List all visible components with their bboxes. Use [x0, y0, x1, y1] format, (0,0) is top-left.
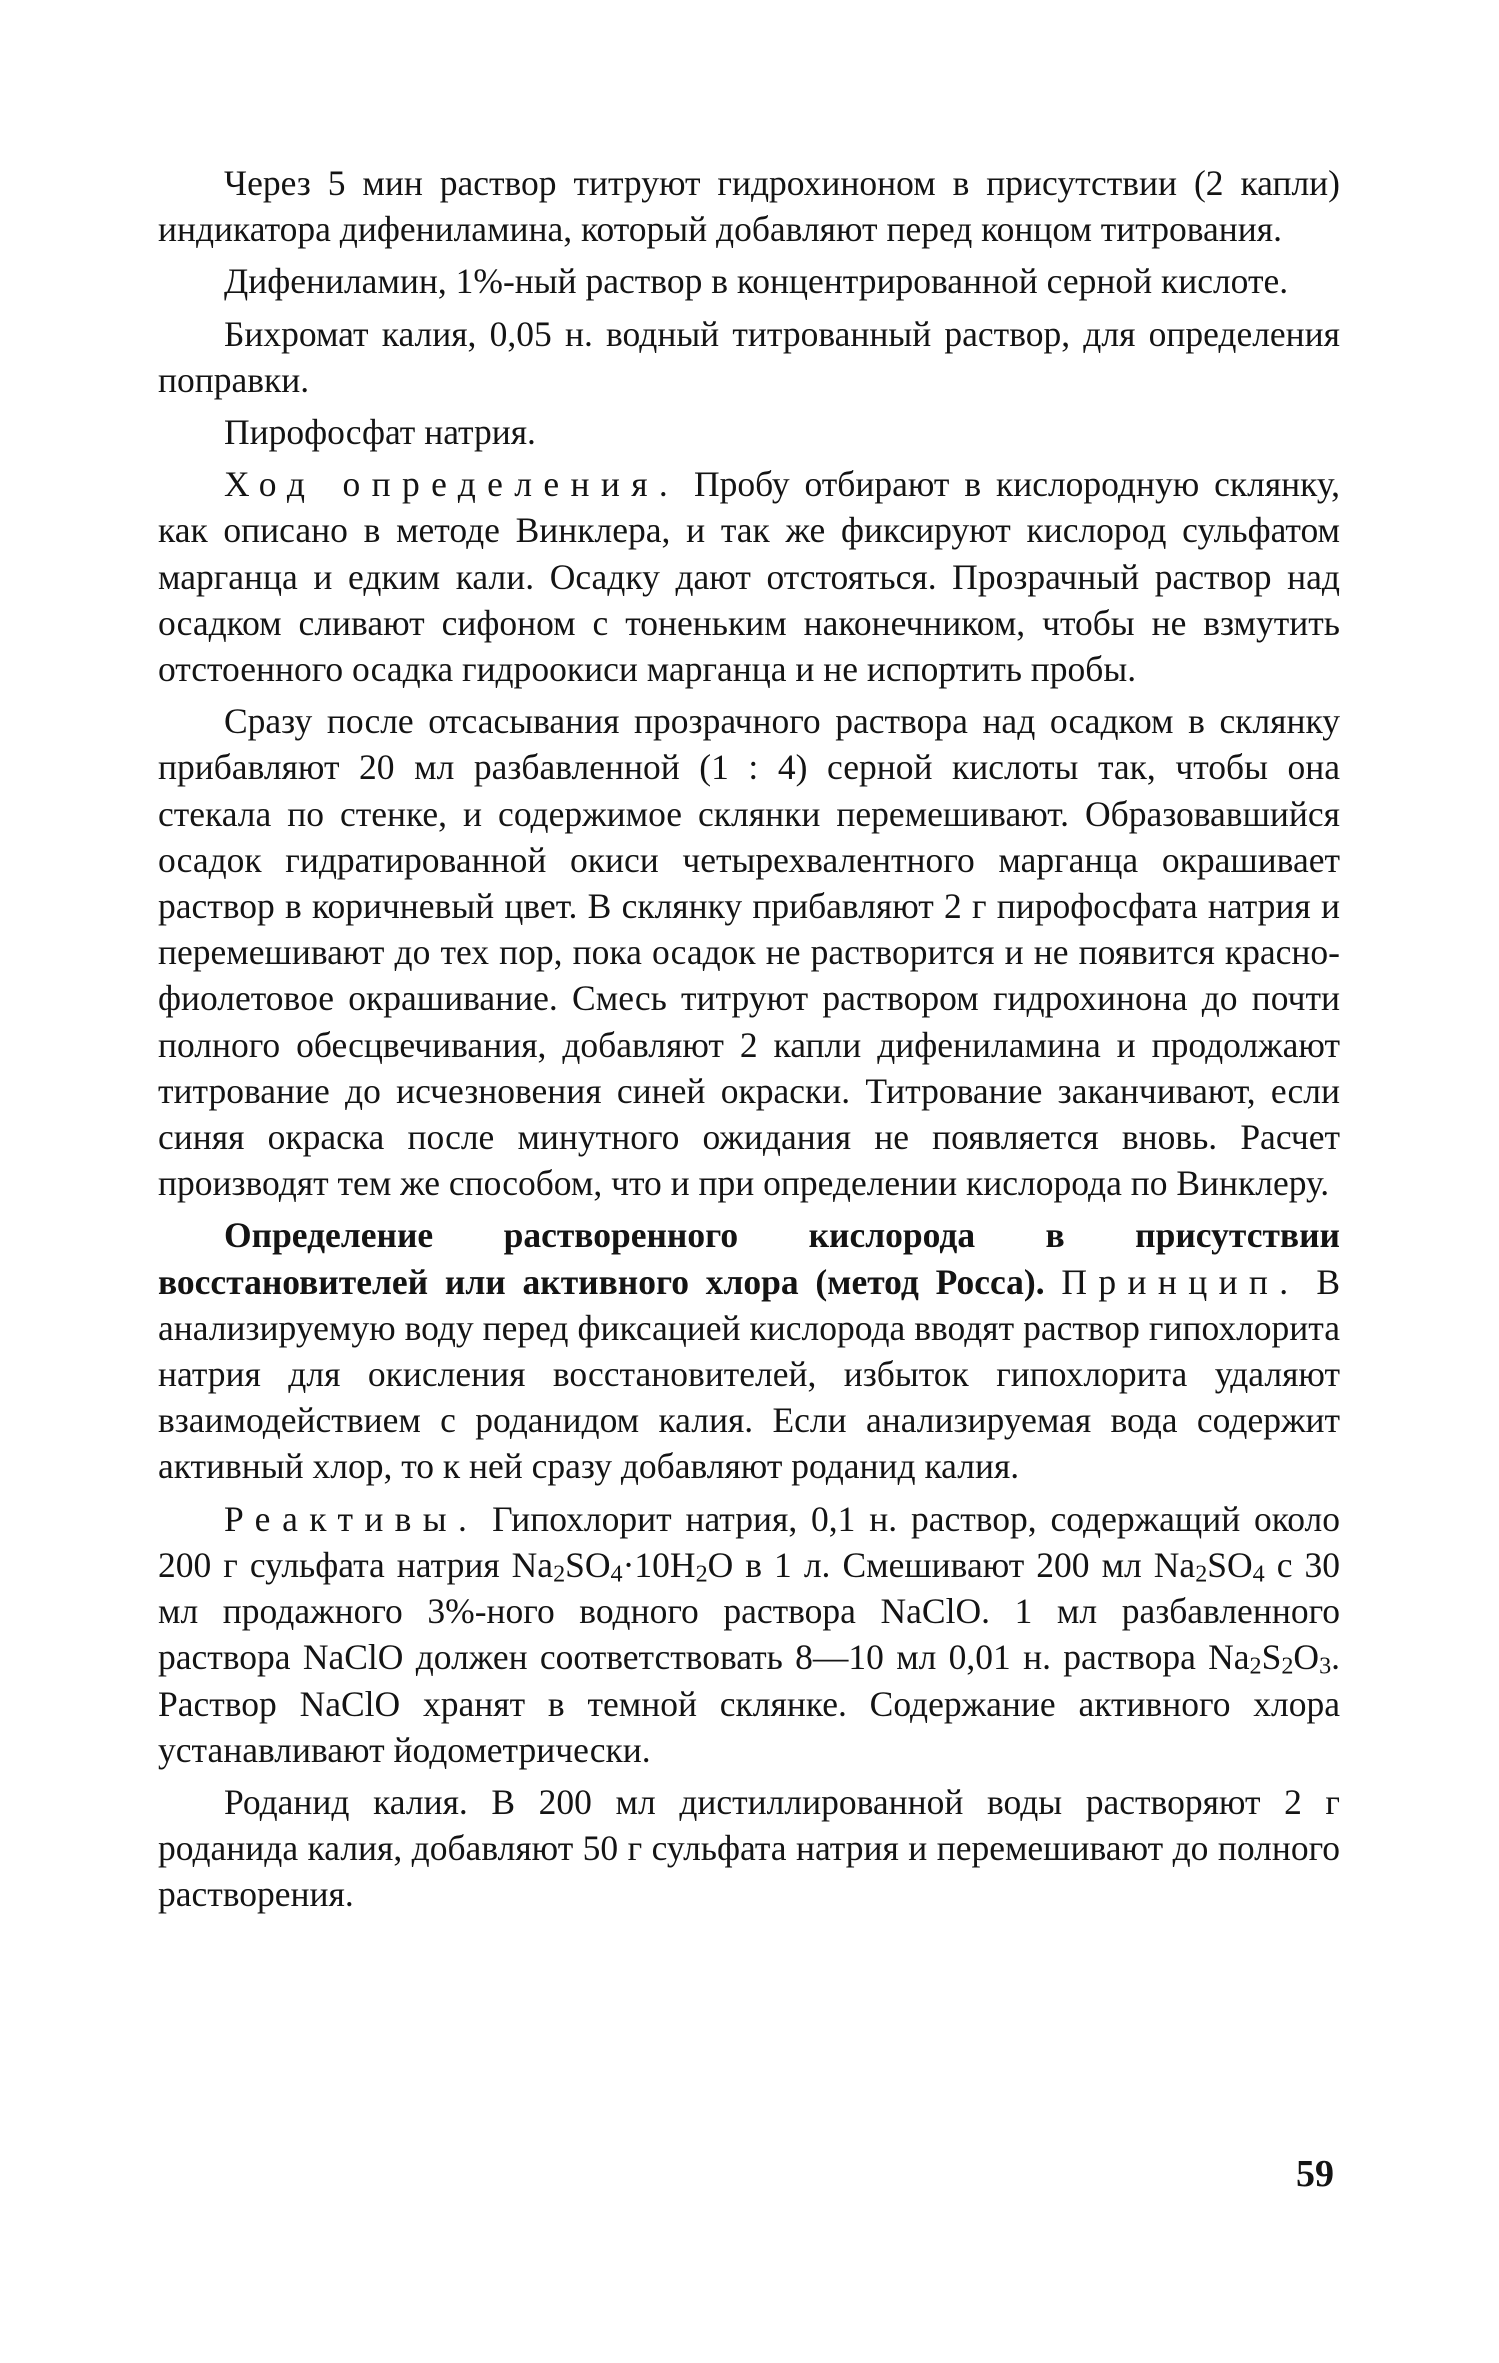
section-heading: Определение растворенного кислорода в присутствии восстановителей или активного хлора (метод Росса). — [158, 1215, 1340, 1302]
reagents-text-2: SO — [565, 1544, 611, 1585]
page-number: 59 — [1296, 2153, 1334, 2195]
subscript: 2 — [1249, 1652, 1262, 1680]
reagents-text-8: O — [1293, 1637, 1320, 1678]
page-body — [158, 160, 1340, 1918]
paragraph-reagents — [158, 1496, 1340, 1773]
paragraph-dichromate: Бихромат калия, 0,05 н. водный титрованный раствор, для определения поправки. — [158, 313, 1340, 400]
procedure-text: Пробу отбирают в кислородную склянку, как описано в методе Винклера, и так же фиксируют кислород сульфатом марганца и едким кали. Осадку дают отстояться. Прозрачный раствор над осадком сливают сифоном с тоненьким наконечником, чтобы не взмутить отстоенного осадка гидроокиси марганца и не испортить пробы. — [158, 464, 1340, 690]
subscript: 2 — [695, 1560, 708, 1588]
subscript: 4 — [610, 1560, 623, 1588]
reagents-text-1: Гипохлорит натрия, 0,1 н. раствор, содержащий около 200 г сульфата натрия Na — [158, 1498, 1341, 1585]
reagents-text-6: с 30 мл продажного 3%-ного водного раствора NaClO. 1 мл разбавленного раствора NaClO должен соответствовать 8—10 мл 0,01 н. раствора Na — [158, 1544, 1340, 1678]
subscript: 2 — [553, 1560, 566, 1588]
reagents-text-7: S — [1261, 1637, 1282, 1678]
subscript: 4 — [1252, 1560, 1265, 1588]
subscript: 3 — [1319, 1652, 1332, 1680]
principle-text: В анализируемую воду перед фиксацией кислорода вводят раствор гипохлорита натрия для окисления восстановителей, избыток гипохлорита удаляют взаимодействием с роданидом калия. Если анализируемая вода содержит активный хлор, то к ней сразу добавляют роданид калия. — [158, 1261, 1341, 1487]
paragraph-thiocyanate: Роданид калия. В 200 мл дистиллированной воды растворяют 2 г роданида калия, добавляют 50 г сульфата натрия и перемешивают до полного растворения. — [158, 1781, 1340, 1915]
reagents-text-3: ·10H — [622, 1544, 696, 1585]
subscript: 2 — [1281, 1652, 1294, 1680]
reagents-label: Реактивы. — [224, 1498, 479, 1539]
reagents-text-5: SO — [1207, 1544, 1253, 1585]
reagents-text-4: O в 1 л. Смешивают 200 мл Na — [707, 1544, 1196, 1585]
subscript: 2 — [1195, 1560, 1208, 1588]
paragraph-procedure-continued: Сразу после отсасывания прозрачного раствора над осадком в склянку прибавляют 20 мл разбавленной (1 : 4) серной кислоты так, чтобы она стекала по стенке, и содержимое склянки перемешивают. Образовавшийся осадок гидратированной окиси четырехвалентного марганца окрашивает раствор в коричневый цвет. В склянку прибавляют 2 г пирофосфата натрия и перемешивают до тех пор, пока осадок не растворится и не появится красно-фиолетовое окрашивание. Смесь титруют раствором гидрохинона до почти полного обесцвечивания, добавляют 2 капли дифениламина и продолжают титрование до исчезновения синей окраски. Титрование заканчивают, если синяя окраска после минутного ожидания не появляется вновь. Расчет производят тем же способом, что и при определении кислорода по Винклеру. — [158, 701, 1340, 1204]
procedure-label: Ход определения. — [224, 464, 680, 505]
principle-label: Принцип. — [1061, 1261, 1300, 1302]
reagents-text-9: . Раствор NaClO хранят в темной склянке. Содержание активного хлора устанавливают йодометрически. — [158, 1637, 1340, 1770]
paragraph-titration: Через 5 мин раствор титруют гидрохиноном в присутствии (2 капли) индикатора дифениламина, который добавляют перед концом титрования. — [158, 163, 1340, 250]
paragraph-pyrophosphate: Пирофосфат натрия. — [224, 412, 536, 453]
paragraph-diphenylamine: Дифениламин, 1%-ный раствор в концентрированной серной кислоте. — [224, 261, 1289, 302]
paragraph-procedure — [158, 461, 1340, 692]
paragraph-ross-method — [158, 1212, 1340, 1489]
